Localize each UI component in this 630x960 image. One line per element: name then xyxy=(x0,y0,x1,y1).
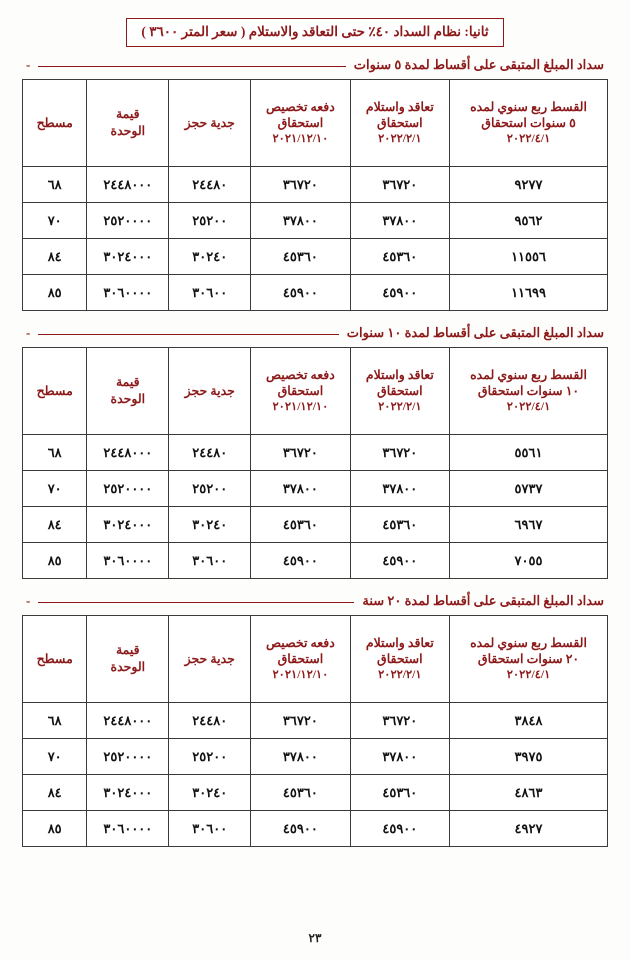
cell-unit-value: ٢٥٢٠٠٠٠ xyxy=(87,203,169,239)
cell-installment: ٤٩٢٧ xyxy=(450,811,608,847)
section-heading xyxy=(22,325,608,341)
col-header-allocation xyxy=(251,80,350,167)
sections-container xyxy=(22,57,608,847)
cell-contract: ٣٧٨٠٠ xyxy=(350,739,449,775)
cell-contract: ٤٥٩٠٠ xyxy=(350,275,449,311)
col-header-installment-line3: ٢٠٢٢/٤/١ xyxy=(506,669,551,682)
cell-unit-value: ٣٠٢٤٠٠٠ xyxy=(87,775,169,811)
cell-unit-value: ٢٤٤٨٠٠٠ xyxy=(87,435,169,471)
section-rule xyxy=(38,66,345,67)
cell-contract: ٣٦٧٢٠ xyxy=(350,167,449,203)
cell-seriousness: ٢٥٢٠٠ xyxy=(169,739,251,775)
section-heading-label: سداد المبلغ المتبقى على أقساط لمدة ١٠ سنوات xyxy=(346,325,604,341)
page-number: ٢٣ xyxy=(308,931,322,945)
payment-plan-table xyxy=(22,615,608,847)
col-header-unit-value-line1: قيمة xyxy=(115,375,140,390)
page-title: ثانيا: نظام السداد ٤٠٪ حتى التعاقد والاستلام ( سعر المتر ٣٦٠٠ ) xyxy=(126,18,503,47)
col-header-seriousness-line1: جدية حجز xyxy=(184,115,235,130)
col-header-installment-line1: القسط ربع سنوي لمده xyxy=(470,635,587,650)
cell-installment: ٥٥٦١ xyxy=(450,435,608,471)
cell-installment: ٩٢٧٧ xyxy=(450,167,608,203)
section-dash: - xyxy=(26,593,31,609)
table-row xyxy=(23,203,608,239)
col-header-installment xyxy=(450,80,608,167)
cell-seriousness: ٣٠٦٠٠ xyxy=(169,543,251,579)
table-row xyxy=(23,703,608,739)
col-header-installment xyxy=(450,348,608,435)
cell-area: ٧٠ xyxy=(23,203,87,239)
col-header-area xyxy=(23,80,87,167)
col-header-unit-value-line1: قيمة xyxy=(115,643,140,658)
cell-contract: ٤٥٩٠٠ xyxy=(350,543,449,579)
cell-seriousness: ٣٠٢٤٠ xyxy=(169,239,251,275)
section-rule xyxy=(38,334,338,335)
cell-unit-value: ٣٠٦٠٠٠٠ xyxy=(87,275,169,311)
table-row xyxy=(23,543,608,579)
cell-contract: ٤٥٣٦٠ xyxy=(350,775,449,811)
section-dash: - xyxy=(26,325,31,341)
cell-installment: ٧٠٥٥ xyxy=(450,543,608,579)
cell-area: ٨٥ xyxy=(23,275,87,311)
col-header-contract-line3: ٢٠٢٢/٢/١ xyxy=(378,133,422,146)
col-header-allocation-line3: ٢٠٢١/١٢/١٠ xyxy=(272,669,329,682)
cell-allocation: ٤٥٣٦٠ xyxy=(251,507,350,543)
col-header-contract-line2: استحقاق xyxy=(377,116,423,131)
cell-allocation: ٤٥٣٦٠ xyxy=(251,775,350,811)
col-header-unit-value xyxy=(87,348,169,435)
table-row xyxy=(23,239,608,275)
cell-area: ٦٨ xyxy=(23,703,87,739)
cell-unit-value: ٢٤٤٨٠٠٠ xyxy=(87,167,169,203)
col-header-contract-line1: تعاقد واستلام xyxy=(365,99,434,114)
section-heading xyxy=(22,593,608,609)
cell-unit-value: ٣٠٦٠٠٠٠ xyxy=(87,811,169,847)
cell-allocation: ٣٦٧٢٠ xyxy=(251,703,350,739)
table-row xyxy=(23,275,608,311)
cell-contract: ٣٧٨٠٠ xyxy=(350,471,449,507)
cell-installment: ١١٥٥٦ xyxy=(450,239,608,275)
col-header-allocation-line1: دفعه تخصيص xyxy=(265,635,335,650)
col-header-installment-line2: ٥ سنوات استحقاق xyxy=(481,116,576,131)
cell-unit-value: ٢٥٢٠٠٠٠ xyxy=(87,739,169,775)
col-header-unit-value xyxy=(87,80,169,167)
col-header-allocation-line3: ٢٠٢١/١٢/١٠ xyxy=(272,401,329,414)
cell-seriousness: ٢٥٢٠٠ xyxy=(169,471,251,507)
col-header-area-line1: مسطح xyxy=(36,651,73,666)
cell-area: ٨٥ xyxy=(23,543,87,579)
col-header-unit-value-line2: الوحدة xyxy=(110,660,146,675)
cell-seriousness: ٢٤٤٨٠ xyxy=(169,167,251,203)
table-row xyxy=(23,435,608,471)
col-header-area xyxy=(23,348,87,435)
col-header-area-line1: مسطح xyxy=(36,383,73,398)
cell-allocation: ٤٥٩٠٠ xyxy=(251,543,350,579)
table-row xyxy=(23,775,608,811)
col-header-installment-line1: القسط ربع سنوي لمده xyxy=(470,99,587,114)
cell-allocation: ٣٦٧٢٠ xyxy=(251,435,350,471)
payment-plan-table xyxy=(22,347,608,579)
cell-allocation: ٤٥٩٠٠ xyxy=(251,275,350,311)
cell-installment: ٣٨٤٨ xyxy=(450,703,608,739)
col-header-installment-line1: القسط ربع سنوي لمده xyxy=(470,367,587,382)
col-header-allocation xyxy=(251,616,350,703)
cell-contract: ٣٦٧٢٠ xyxy=(350,435,449,471)
cell-unit-value: ٣٠٦٠٠٠٠ xyxy=(87,543,169,579)
col-header-contract-line2: استحقاق xyxy=(377,652,423,667)
cell-unit-value: ٢٤٤٨٠٠٠ xyxy=(87,703,169,739)
col-header-installment-line2: ٢٠ سنوات استحقاق xyxy=(477,652,580,667)
cell-contract: ٣٧٨٠٠ xyxy=(350,203,449,239)
col-header-contract-line1: تعاقد واستلام xyxy=(365,367,434,382)
col-header-unit-value-line2: الوحدة xyxy=(110,124,146,139)
cell-allocation: ٣٧٨٠٠ xyxy=(251,739,350,775)
cell-contract: ٣٦٧٢٠ xyxy=(350,703,449,739)
cell-installment: ٣٩٧٥ xyxy=(450,739,608,775)
col-header-unit-value-line2: الوحدة xyxy=(110,392,146,407)
payment-plan-table xyxy=(22,79,608,311)
cell-allocation: ٤٥٣٦٠ xyxy=(251,239,350,275)
col-header-unit-value-line1: قيمة xyxy=(115,107,140,122)
table-header-row xyxy=(23,348,608,435)
cell-area: ٦٨ xyxy=(23,435,87,471)
col-header-area xyxy=(23,616,87,703)
table-row xyxy=(23,739,608,775)
col-header-contract xyxy=(350,348,449,435)
cell-unit-value: ٣٠٢٤٠٠٠ xyxy=(87,239,169,275)
cell-area: ٨٥ xyxy=(23,811,87,847)
table-header-row xyxy=(23,616,608,703)
cell-seriousness: ٣٠٦٠٠ xyxy=(169,811,251,847)
section-heading-label: سداد المبلغ المتبقى على أقساط لمدة ٥ سنوات xyxy=(353,57,604,73)
cell-allocation: ٣٧٨٠٠ xyxy=(251,203,350,239)
cell-seriousness: ٣٠٦٠٠ xyxy=(169,275,251,311)
col-header-contract-line3: ٢٠٢٢/٢/١ xyxy=(378,669,422,682)
col-header-unit-value xyxy=(87,616,169,703)
cell-allocation: ٤٥٩٠٠ xyxy=(251,811,350,847)
col-header-area-line1: مسطح xyxy=(36,115,73,130)
col-header-contract-line2: استحقاق xyxy=(377,384,423,399)
cell-area: ٨٤ xyxy=(23,507,87,543)
col-header-allocation-line2: استحقاق xyxy=(277,116,324,131)
cell-installment: ١١٦٩٩ xyxy=(450,275,608,311)
col-header-contract-line1: تعاقد واستلام xyxy=(365,635,434,650)
section-rule xyxy=(38,602,354,603)
cell-installment: ٤٨٦٣ xyxy=(450,775,608,811)
col-header-installment xyxy=(450,616,608,703)
col-header-installment-line2: ١٠ سنوات استحقاق xyxy=(477,384,580,399)
cell-unit-value: ٣٠٢٤٠٠٠ xyxy=(87,507,169,543)
col-header-seriousness-line1: جدية حجز xyxy=(184,383,235,398)
col-header-contract xyxy=(350,80,449,167)
col-header-contract xyxy=(350,616,449,703)
cell-seriousness: ٣٠٢٤٠ xyxy=(169,507,251,543)
col-header-contract-line3: ٢٠٢٢/٢/١ xyxy=(378,401,422,414)
col-header-installment-line3: ٢٠٢٢/٤/١ xyxy=(506,133,551,146)
col-header-installment-line3: ٢٠٢٢/٤/١ xyxy=(506,401,551,414)
cell-area: ٨٤ xyxy=(23,775,87,811)
section-heading xyxy=(22,57,608,73)
col-header-allocation-line1: دفعه تخصيص xyxy=(265,367,335,382)
col-header-allocation-line3: ٢٠٢١/١٢/١٠ xyxy=(272,133,329,146)
col-header-seriousness xyxy=(169,616,251,703)
cell-contract: ٤٥٩٠٠ xyxy=(350,811,449,847)
cell-contract: ٤٥٣٦٠ xyxy=(350,507,449,543)
cell-seriousness: ٢٤٤٨٠ xyxy=(169,435,251,471)
cell-area: ٧٠ xyxy=(23,739,87,775)
cell-installment: ٩٥٦٢ xyxy=(450,203,608,239)
section-heading-label: سداد المبلغ المتبقى على أقساط لمدة ٢٠ سنة xyxy=(362,593,604,609)
col-header-allocation xyxy=(251,348,350,435)
cell-unit-value: ٢٥٢٠٠٠٠ xyxy=(87,471,169,507)
table-row xyxy=(23,507,608,543)
table-header-row xyxy=(23,80,608,167)
table-row xyxy=(23,471,608,507)
cell-area: ٨٤ xyxy=(23,239,87,275)
cell-installment: ٦٩٦٧ xyxy=(450,507,608,543)
table-row xyxy=(23,811,608,847)
col-header-allocation-line2: استحقاق xyxy=(277,384,324,399)
col-header-allocation-line1: دفعه تخصيص xyxy=(265,99,335,114)
cell-contract: ٤٥٣٦٠ xyxy=(350,239,449,275)
table-row xyxy=(23,167,608,203)
cell-seriousness: ٢٤٤٨٠ xyxy=(169,703,251,739)
cell-installment: ٥٧٣٧ xyxy=(450,471,608,507)
cell-area: ٦٨ xyxy=(23,167,87,203)
col-header-seriousness-line1: جدية حجز xyxy=(184,651,235,666)
cell-area: ٧٠ xyxy=(23,471,87,507)
cell-seriousness: ٣٠٢٤٠ xyxy=(169,775,251,811)
cell-allocation: ٣٧٨٠٠ xyxy=(251,471,350,507)
col-header-seriousness xyxy=(169,80,251,167)
cell-allocation: ٣٦٧٢٠ xyxy=(251,167,350,203)
cell-seriousness: ٢٥٢٠٠ xyxy=(169,203,251,239)
col-header-seriousness xyxy=(169,348,251,435)
section-dash: - xyxy=(26,57,31,73)
title-container xyxy=(22,18,608,47)
col-header-allocation-line2: استحقاق xyxy=(277,652,324,667)
